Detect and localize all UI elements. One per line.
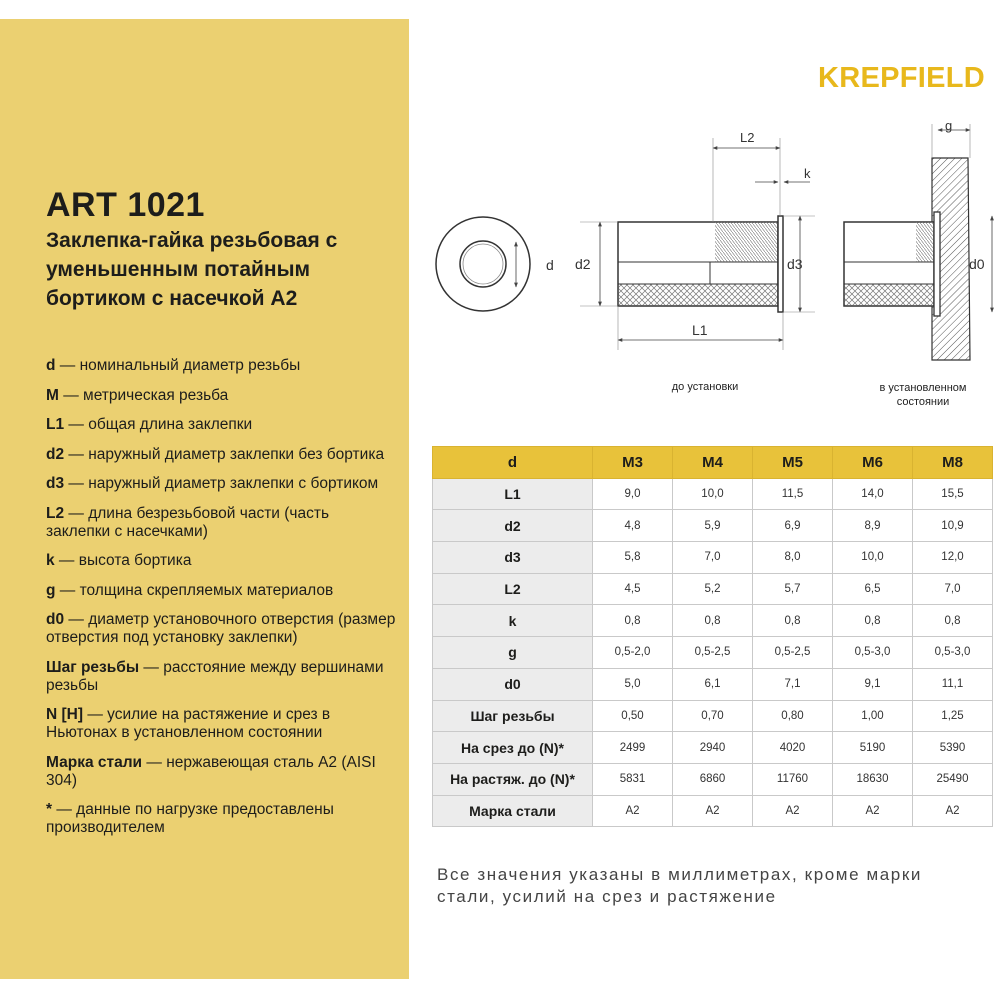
label-d3: d3 <box>787 256 803 272</box>
legend-item <box>46 505 396 541</box>
legend-term: N [H] <box>46 706 84 723</box>
legend-term: L2 <box>46 504 65 522</box>
table-cell: 12,0 <box>913 542 993 574</box>
legend-term: d2 <box>46 445 65 463</box>
legend-description: — диаметр установочного отверстия (размер отверстия под установку заклепки) <box>46 611 396 646</box>
table-row <box>433 795 993 827</box>
product-subtitle: Заклепка-гайка резьбовая с уменьшенным потайным бортиком с насечкой A2 <box>46 229 338 310</box>
table-cell: A2 <box>913 795 993 827</box>
table-cell: A2 <box>833 795 913 827</box>
label-k: k <box>804 166 811 181</box>
legend-item <box>46 387 396 405</box>
table-cell: 10,0 <box>673 478 753 510</box>
label-d2: d2 <box>575 256 591 272</box>
table-cell: 0,5-2,5 <box>753 637 833 669</box>
row-label: L2 <box>433 573 593 605</box>
row-label: g <box>433 637 593 669</box>
table-cell: 2940 <box>673 732 753 764</box>
table-header-cell: M4 <box>673 447 753 479</box>
table-cell: 0,5-3,0 <box>913 637 993 669</box>
table-cell: 0,70 <box>673 700 753 732</box>
caption-after-install: в установленном состоянии <box>879 382 967 408</box>
label-g: g <box>945 120 953 133</box>
legend-description: — длина безрезьбовой части (часть заклепки с насечками) <box>46 504 330 540</box>
table-cell: 4,5 <box>593 573 673 605</box>
legend-item <box>46 446 396 464</box>
table-cell: 7,1 <box>753 668 833 700</box>
table-cell: 0,80 <box>753 700 833 732</box>
table-cell: 5,8 <box>593 542 673 574</box>
table-cell: 14,0 <box>833 478 913 510</box>
article-title: ART 1021 <box>46 186 205 224</box>
label-L1: L1 <box>692 322 708 338</box>
side-view-before <box>575 130 815 350</box>
table-cell: 4,8 <box>593 510 673 542</box>
table-row <box>433 573 993 605</box>
table-cell: 15,5 <box>913 478 993 510</box>
table-cell: 5,7 <box>753 573 833 605</box>
table-cell: 0,8 <box>913 605 993 637</box>
row-label: Шаг резьбы <box>433 700 593 732</box>
table-header-cell: M3 <box>593 447 673 479</box>
table-cell: 8,0 <box>753 542 833 574</box>
table-cell: 5390 <box>913 732 993 764</box>
table-cell: 11,1 <box>913 668 993 700</box>
legend-item <box>46 416 396 434</box>
row-label: На растяж. до (N)* <box>433 763 593 795</box>
row-label: d3 <box>433 542 593 574</box>
row-label: L1 <box>433 478 593 510</box>
legend-term: Шаг резьбы <box>46 658 140 676</box>
legend-description: — нержавеющая сталь A2 (AISI 304) <box>46 753 376 789</box>
table-cell: 0,5-3,0 <box>833 637 913 669</box>
table-cell: 5,9 <box>673 510 753 542</box>
row-label: Марка стали <box>433 795 593 827</box>
legend-item <box>46 357 396 375</box>
legend-term: d <box>46 357 56 374</box>
legend-item <box>46 475 396 493</box>
table-cell: 5190 <box>833 732 913 764</box>
table-header-row <box>433 447 993 479</box>
table-cell: 5831 <box>593 763 673 795</box>
table-cell: 11760 <box>753 763 833 795</box>
label-L2: L2 <box>740 130 755 145</box>
table-cell: 9,1 <box>833 668 913 700</box>
table-cell: 2499 <box>593 732 673 764</box>
table-cell: 7,0 <box>673 542 753 574</box>
table-cell: 0,5-2,0 <box>593 637 673 669</box>
table-cell: 6,1 <box>673 668 753 700</box>
legend-item <box>46 552 396 570</box>
end-view <box>436 217 554 311</box>
table-cell: A2 <box>753 795 833 827</box>
table-cell: 6860 <box>673 763 753 795</box>
legend-term: L1 <box>46 416 65 433</box>
table-row <box>433 605 993 637</box>
table-cell: 4020 <box>753 732 833 764</box>
table-cell: 10,0 <box>833 542 913 574</box>
table-header-cell: M5 <box>753 447 833 479</box>
table-cell: 6,5 <box>833 573 913 605</box>
table-row <box>433 637 993 669</box>
table-cell: 9,0 <box>593 478 673 510</box>
legend-term: * <box>46 801 53 818</box>
legend-description: — метрическая резьба <box>58 386 229 404</box>
table-header-cell: M8 <box>913 447 993 479</box>
legend-item <box>46 611 396 647</box>
table-cell: A2 <box>673 795 753 827</box>
legend-term: k <box>46 552 55 569</box>
table-cell: 0,5-2,5 <box>673 637 753 669</box>
parameter-legend <box>46 357 396 849</box>
legend-description: — общая длина заклепки <box>64 416 253 433</box>
table-cell: A2 <box>593 795 673 827</box>
row-label: k <box>433 605 593 637</box>
legend-item <box>46 706 396 742</box>
legend-item <box>46 801 396 837</box>
table-cell: 6,9 <box>753 510 833 542</box>
table-cell: 10,9 <box>913 510 993 542</box>
legend-item <box>46 659 396 695</box>
legend-term: d0 <box>46 611 65 628</box>
legend-term: d3 <box>46 475 65 492</box>
brand-logo: KREPFIELD <box>818 62 986 94</box>
legend-description: — наружный диаметр заклепки с бортиком <box>64 475 379 492</box>
row-label: d0 <box>433 668 593 700</box>
legend-description: — данные по нагрузке предоставлены производителем <box>46 801 334 836</box>
table-cell: 0,8 <box>673 605 753 637</box>
legend-description: — толщина скрепляемых материалов <box>55 581 334 599</box>
legend-description: — усилие на растяжение и срез в Ньютонах в установленном состоянии <box>46 706 331 741</box>
caption-before-install: до установки <box>671 381 739 393</box>
side-view-after <box>844 120 992 360</box>
legend-term: M <box>46 386 59 404</box>
table-cell: 1,00 <box>833 700 913 732</box>
table-row <box>433 700 993 732</box>
legend-term: Марка стали <box>46 753 143 771</box>
table-cell: 8,9 <box>833 510 913 542</box>
row-label: d2 <box>433 510 593 542</box>
table-row <box>433 510 993 542</box>
table-cell: 0,8 <box>833 605 913 637</box>
table-cell: 1,25 <box>913 700 993 732</box>
units-footnote: Все значения указаны в миллиметрах, кроме марки стали, усилий на срез и растяжение <box>437 865 922 906</box>
table-header-cell: d <box>433 447 593 479</box>
legend-description: — высота бортика <box>54 552 192 569</box>
spec-table <box>432 446 993 827</box>
table-cell: 25490 <box>913 763 993 795</box>
table-row <box>433 732 993 764</box>
legend-description: — расстояние между вершинами резьбы <box>46 658 384 694</box>
rivet-nut-drawing <box>420 120 1000 420</box>
legend-description: — номинальный диаметр резьбы <box>55 357 301 374</box>
table-row <box>433 478 993 510</box>
table-cell: 18630 <box>833 763 913 795</box>
table-row <box>433 763 993 795</box>
legend-description: — наружный диаметр заклепки без бортика <box>64 445 385 463</box>
table-header-cell: M6 <box>833 447 913 479</box>
table-cell: 0,8 <box>753 605 833 637</box>
row-label: На срез до (N)* <box>433 732 593 764</box>
table-cell: 0,50 <box>593 700 673 732</box>
table-cell: 7,0 <box>913 573 993 605</box>
table-cell: 5,0 <box>593 668 673 700</box>
label-d: d <box>546 257 554 273</box>
table-cell: 11,5 <box>753 478 833 510</box>
table-row <box>433 542 993 574</box>
table-row <box>433 668 993 700</box>
label-d0: d0 <box>969 256 985 272</box>
legend-item <box>46 582 396 600</box>
table-cell: 5,2 <box>673 573 753 605</box>
table-cell: 0,8 <box>593 605 673 637</box>
legend-item <box>46 754 396 790</box>
legend-term: g <box>46 581 56 599</box>
